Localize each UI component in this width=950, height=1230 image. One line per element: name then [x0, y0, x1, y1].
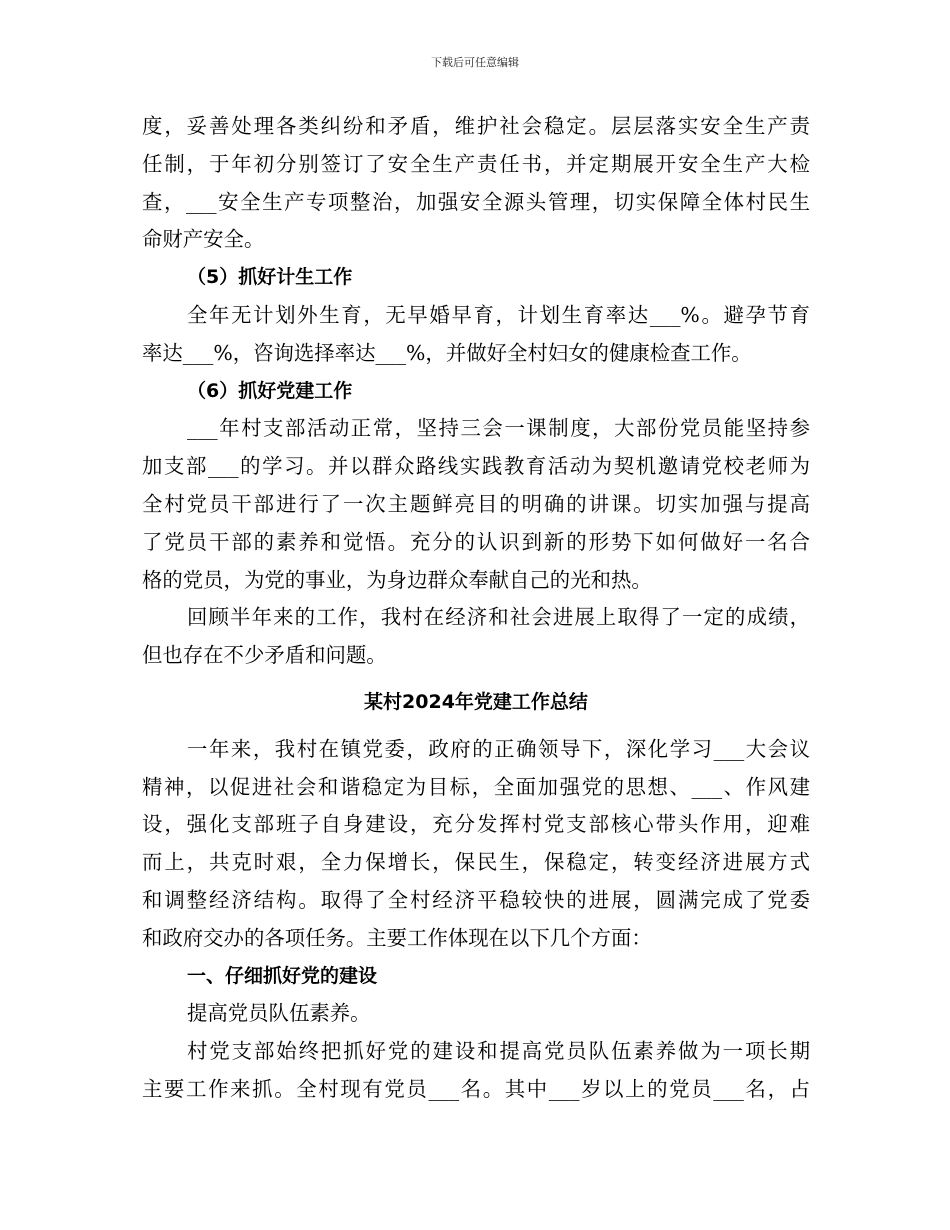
- paragraph-line: 格的党员，为党的事业，为身边群众奉献自己的光和热。: [142, 567, 652, 592]
- paragraph-line: 提高党员队伍素养。: [187, 1001, 371, 1026]
- paragraph-line: 回顾半年来的工作，我村在经济和社会进展上取得了一定的成绩，: [187, 605, 810, 630]
- document-title: 某村2024年党建工作总结: [364, 690, 588, 713]
- paragraph-line: 度，妥善处理各类纠纷和矛盾，维护社会稳定。层层落实安全生产责: [142, 114, 810, 138]
- section-heading: （6）抓好党建工作: [187, 379, 353, 402]
- paragraph-line: 一年来，我村在镇党委，政府的正确领导下，深化学习___大会议: [187, 736, 810, 761]
- paragraph-line: 率达___%，咨询选择率达___%，并做好全村妇女的健康检查工作。: [142, 340, 752, 365]
- paragraph-line: 加支部___的学习。并以群众路线实践教育活动为契机邀请党校老师为: [142, 454, 810, 479]
- paragraph-line: 命财产安全。: [142, 227, 265, 252]
- section-heading: （5）抓好计生工作: [187, 266, 353, 289]
- paragraph-line: 主要工作来抓。全村现有党员___名。其中___岁以上的党员___名，占: [142, 1076, 810, 1101]
- paragraph-line: 和政府交办的各项任务。主要工作体现在以下几个方面：: [142, 925, 652, 950]
- paragraph-line: 而上，共克时艰，全力保增长，保民生，保稳定，转变经济进展方式: [142, 850, 810, 875]
- paragraph-line: 村党支部始终把抓好党的建设和提高党员队伍素养做为一项长期: [187, 1039, 810, 1064]
- paragraph-line: 任制，于年初分别签订了安全生产责任书，并定期展开安全生产大检: [142, 151, 810, 176]
- paragraph-line: ___年村支部活动正常，坚持三会一课制度，大部份党员能坚持参: [187, 416, 810, 441]
- paragraph-line: 全年无计划外生育，无早婚早育，计划生育率达___%。避孕节育: [187, 302, 810, 327]
- section-heading: 一、仔细抓好党的建设: [187, 964, 378, 987]
- paragraph-line: 了党员干部的素养和觉悟。充分的认识到新的形势下如何做好一名合: [142, 529, 810, 554]
- paragraph-line: 但也存在不少矛盾和问题。: [142, 643, 387, 668]
- paragraph-line: 全村党员干部进行了一次主题鲜亮目的明确的讲课。切实加强与提高: [142, 491, 810, 516]
- page-header: 下载后可任意编辑: [431, 56, 519, 69]
- paragraph-line: 查，___安全生产专项整治，加强安全源头管理，切实保障全体村民生: [142, 189, 810, 214]
- paragraph-line: 和调整经济结构。取得了全村经济平稳较快的进展，圆满完成了党委: [142, 887, 810, 912]
- document-body: [142, 108, 810, 1109]
- paragraph-line: 设，强化支部班子自身建设，充分发挥村党支部核心带头作用，迎难: [142, 812, 810, 837]
- paragraph-line: 精神，以促进社会和谐稳定为目标，全面加强党的思想、___、作风建: [142, 774, 810, 799]
